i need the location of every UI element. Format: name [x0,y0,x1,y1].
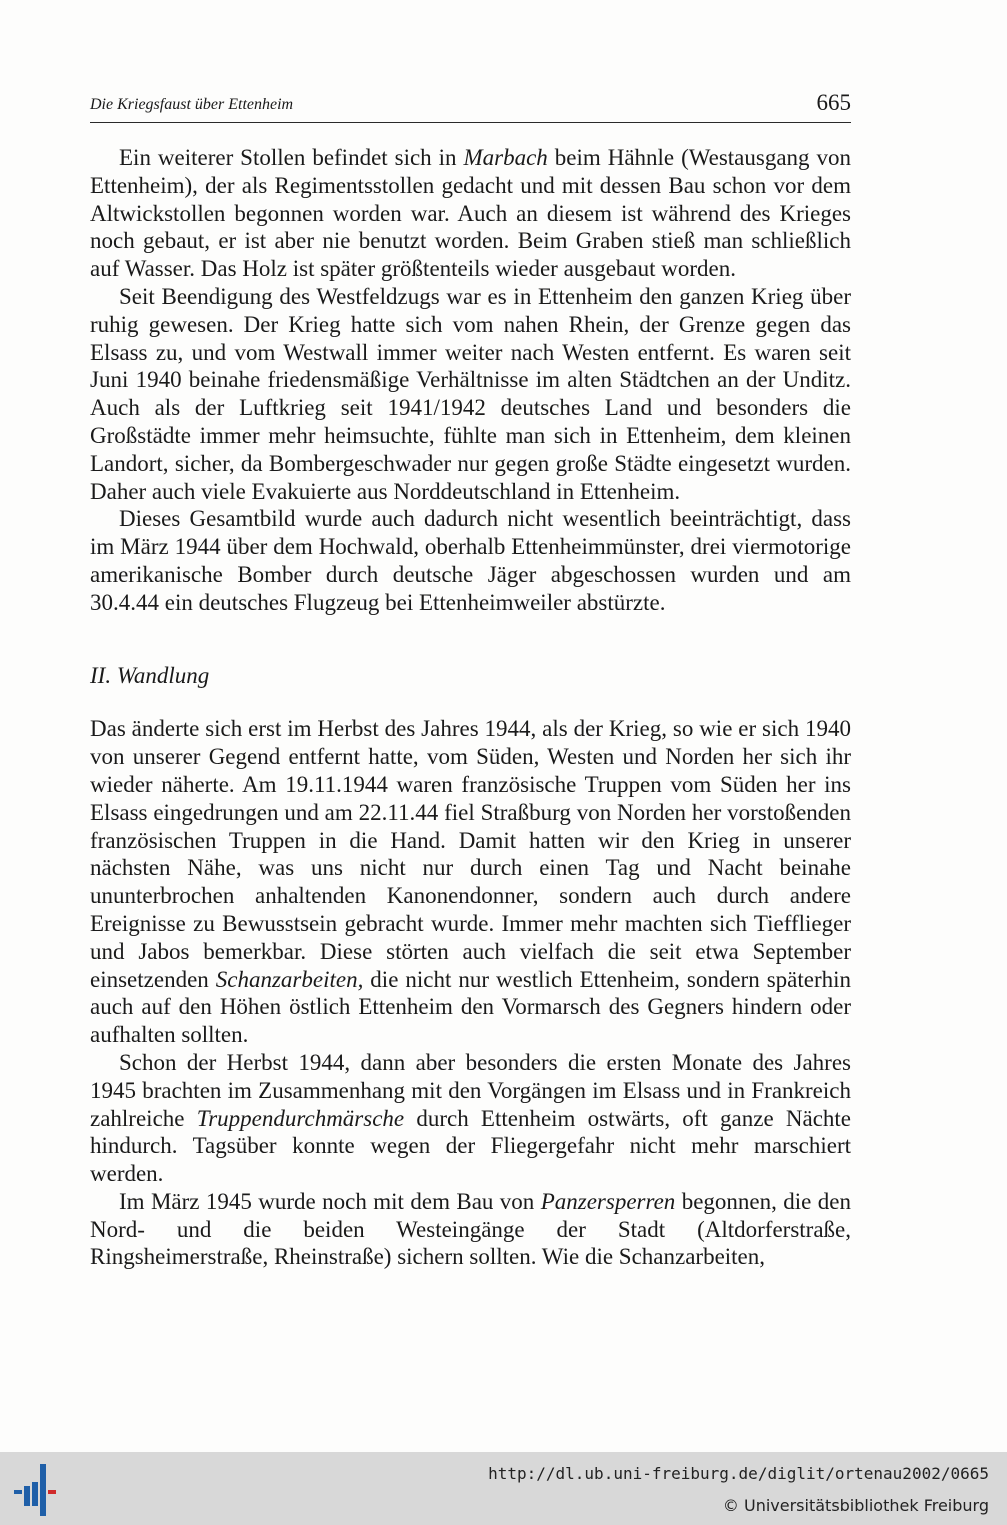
copyright-notice: © Universitätsbibliothek Freiburg [722,1496,989,1515]
section-heading: II. Wandlung [90,662,210,688]
emphasis-truppendurchmaersche: Truppendurchmärsche [196,1105,405,1131]
emphasis-schanzarbeiten: Schanzarbeiten, [215,966,364,992]
paragraph-2: Seit Beendigung des Westfeldzugs war es in Ettenheim den ganzen Krieg über ruhig gewesen. Der Krieg hatte sich vom nahen Rhein, der Grenze gegen das Elsass zu, und vom Westwall immer weiter nach Westen entfernt. Es waren seit Juni 1940 beinahe friedensmäßige Verhältnisse im alten Städtchen an der Unditz. Auch als der Luftkrieg seit 1941/1942 deutsches Land und besonders die Großstädte immer mehr heimsuchte, fühlte man sich in Ettenheim, dem kleinen Landort, sicher, da Bombergeschwader nur gegen große Städte eingesetzt wurden. Daher auch viele Evakuierte aus Norddeutschland in Ettenheim. [90,283,851,504]
paragraph-6: Im März 1945 wurde noch mit dem Bau von Panzersperren begonnen, die den Nord- und die beiden Westeingänge der Stadt (Altdorferstraße, Ringsheimerstraße, Rheinstraße) sichern sollten. Wie die Schanzarbeiten, [90,1188,851,1270]
permalink-url[interactable]: http://dl.ub.uni-freiburg.de/diglit/ortenau2002/0665 [488,1464,989,1483]
paragraph-3: Dieses Gesamtbild wurde auch dadurch nicht wesentlich beeinträchtigt, dass im März 1944 über dem Hochwald, oberhalb Ettenheimmünster, drei viermotorige amerikanische Bomber durch deutsche Jäger abgeschossen wurden und am 30.4.44 ein deutsches Flugzeug bei Ettenheimweiler abstürzte. [90,506,851,615]
running-title: Die Kriegsfaust über Ettenheim [90,96,294,113]
ub-freiburg-logo-icon [10,1460,66,1520]
paragraph-1: Ein weiterer Stollen befindet sich in Marbach beim Hähnle (Westausgang von Ettenheim), der als Regimentsstollen gedacht und mit dessen Bau schon vor dem Altwickstollen begonnen worden war. Auch an diesem ist während des Krieges noch gebaut, er ist aber nie benutzt worden. Beim Graben stieß man schließlich auf Wasser. Das Holz ist später größtenteils wieder ausgebaut worden. [90,145,851,282]
emphasis-panzersperren: Panzersperren [540,1188,676,1214]
paragraph-4: Das änderte sich erst im Herbst des Jahres 1944, als der Krieg, so wie er sich 1940 von unserer Gegend entfernt hatte, vom Süden, Westen und Norden her sich ihr wieder näherte. Am 19.11.1944 waren französische Truppen vom Süden her ins Elsass eingedrungen und am 22.11.44 fiel Straßburg von Norden her vorstoßenden französischen Truppen in die Hand. Damit hatten wir den Krieg in unserer nächsten Nähe, was uns nicht nur durch einen Tag und Nacht beinahe ununterbrochen anhaltenden Kanonendonner, sondern auch durch andere Ereignisse zu Bewusstsein gebracht wurde. Immer mehr machten sich Tiefflieger und Jabos bemerkbar. Diese störten auch vielfach die seit etwa September einsetzenden Schanzarbeiten, die nicht nur westlich Ettenheim, sondern späterhin auch auf den Höhen östlich Ettenheim den Vormarsch des Gegners hindern oder aufhalten sollten. [90,716,852,1048]
page-number: 665 [816,90,851,115]
emphasis-marbach: Marbach [463,145,548,170]
viewer-footer [0,1452,1007,1525]
page-header [90,92,851,123]
paragraph-5: Schon der Herbst 1944, dann aber besonders die ersten Monate des Jahres 1945 brachten im Zusammenhang mit den Vorgängen im Elsass und in Frankreich zahlreiche Truppendurchmärsche durch Ettenheim ostwärts, oft ganze Nächte hindurch. Tagsüber konnte wegen der Fliegergefahr nicht mehr marschiert werden. [90,1049,852,1187]
body-text [90,144,851,1271]
